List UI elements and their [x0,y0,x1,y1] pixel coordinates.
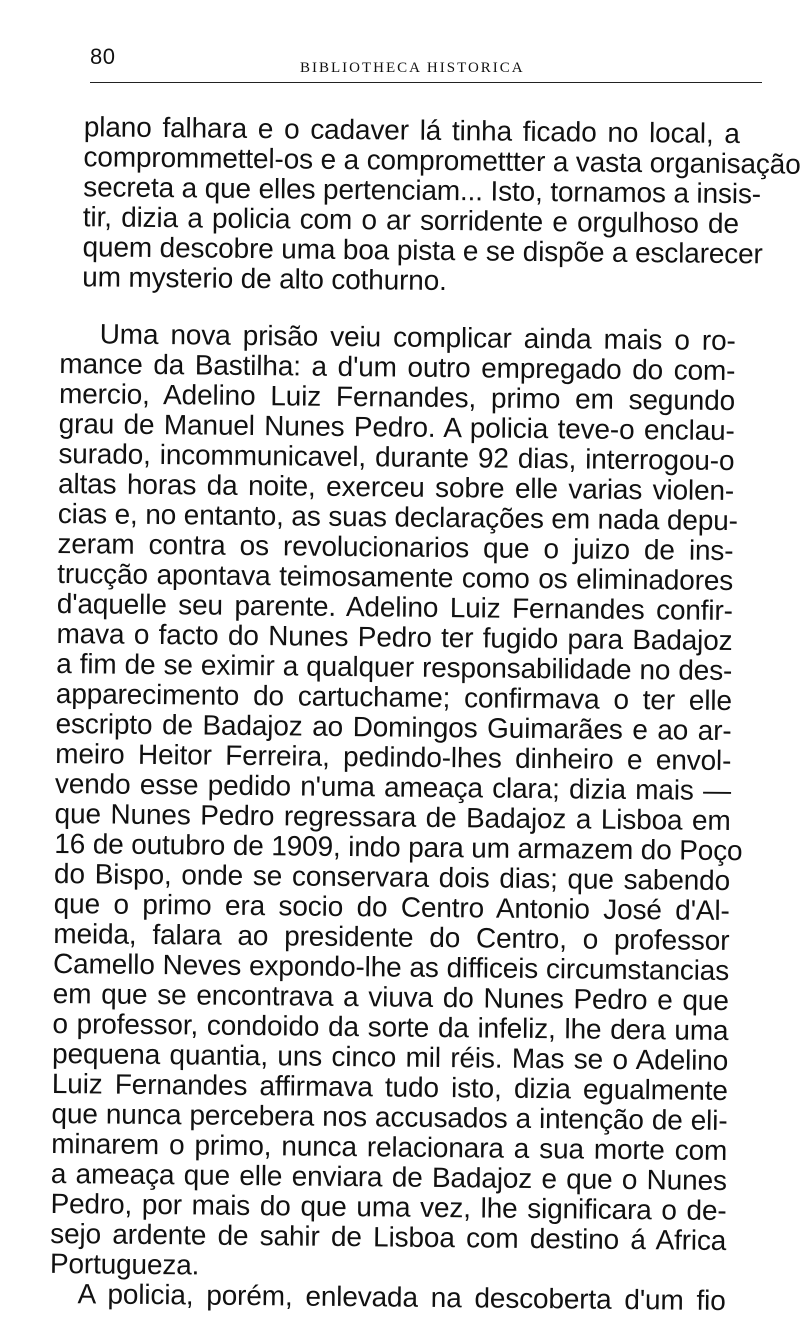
text-line: cias e, no entanto, as suas declarações em nada depu- [57,497,738,537]
text-line: quem descobre uma boa pista e se dispõe a esclarecer [82,231,763,270]
text-line: grau de Manuel Nunes Pedro. A policia teve-o enclau- [58,407,735,447]
text-line: Portugueza. [49,1247,200,1281]
text-line: a fim de se eximir a qualquer responsabilidade no des- [56,647,733,687]
text-line: o professor, condoido da sorte da infeliz, lhe dera uma [52,1007,729,1047]
text-line: mava o facto do Nunes Pedro ter fugido para Badajoz [56,617,733,657]
text-line: vendo esse pedido n'uma ameaça clara; dizia mais — [54,767,732,807]
paragraph-3 [49,1279,729,1316]
text-line: plano falhara e o cadaver lá tinha ficado no local, a [83,111,740,150]
text-line: meiro Heitor Ferreira, pedindo-lhes dinheiro e envol- [55,737,732,777]
text-line: Luiz Fernandes affirmava tudo isto, dizia egualmente [51,1067,728,1107]
body-text [49,111,801,1317]
text-line: sejo ardente de sahir de Lisboa com destino á Africa [50,1217,727,1257]
text-line: mercio, Adelino Luiz Fernandes, primo em segundo [58,377,736,417]
text-line: secreta a que elles pertenciam... Isto, tornamos a insis- [83,171,762,210]
text-line: escripto de Badajoz ao Domingos Guimarães e ao ar- [55,707,732,747]
text-line: que Nunes Pedro regressara de Badajoz a Lisboa em [54,797,731,837]
text-line: 16 de outubro de 1909, indo para um armazem do Poço [54,827,743,867]
text-line: Pedro, por mais do que uma vez, lhe significara o de- [50,1187,727,1227]
text-line: altas horas da noite, exerceu sobre elle varias violen- [57,467,735,507]
text-line: que nunca percebera nos accusados a intenção de eli- [51,1097,728,1137]
text-line: mance da Bastilha: a d'um outro empregado do com- [59,347,736,387]
paragraph-2 [49,318,743,1286]
text-line: apparecimento do cartuchame; confirmava o ter elle [55,677,733,717]
page-header [90,44,770,84]
text-line: que o primo era socio do Centro Antonio José d'Al- [53,887,730,927]
text-line: minarem o primo, nunca relacionara a sua morte com [51,1127,728,1167]
text-line: trucção apontava teimosamente como os eliminadores [57,557,734,597]
text-line: zeram contra os revolucionarios que o juizo de ins- [57,527,734,567]
paragraph-1 [82,111,801,299]
text-line: um mysterio de alto cothurno. [82,261,447,297]
text-line: comprommettel-os e a compromettter a vasta organisação [83,141,801,180]
page-number: 80 [90,44,116,69]
header-rule [90,82,762,83]
text-line: Uma nova prisão veiu complicar ainda mais o ro- [99,318,736,357]
text-line: tir, dizia a policia com o ar sorridente e orgulhoso de [82,201,740,240]
text-line: Camello Neves expondo-lhe as difficeis circumstancias [52,947,730,987]
text-line: meida, falara ao presidente do Centro, o professor [53,917,730,957]
text-line: pequena quantia, uns cinco mil réis. Mas se o Adelino [51,1037,729,1077]
running-title: BIBLIOTHECA HISTORICA [300,60,525,76]
text-line: surado, incommunicavel, durante 92 dias, interrogou-o [58,437,735,477]
text-line: A policia, porém, enlevada na descoberta d'um fio [77,1278,726,1317]
text-line: em que se encontrava a viuva do Nunes Pedro e que [52,977,729,1017]
text-line: d'aquelle seu parente. Adelino Luiz Fernandes confir- [56,587,733,627]
text-line: do Bispo, onde se conservara dois dias; que sabendo [53,857,731,897]
text-line: a ameaça que elle enviara de Badajoz e que o Nunes [50,1157,728,1197]
